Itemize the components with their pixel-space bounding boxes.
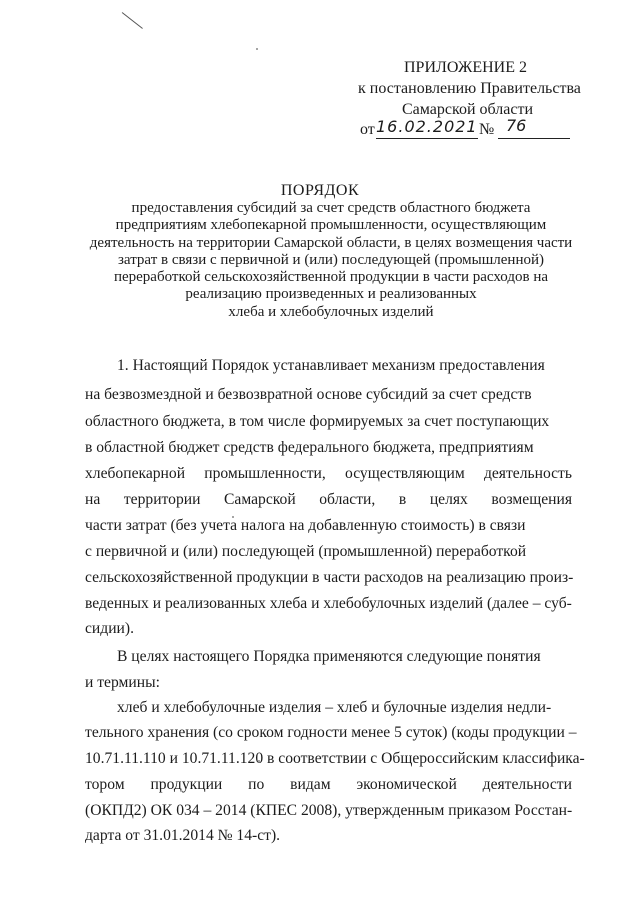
word: продукции bbox=[150, 776, 223, 793]
paragraph-1-line: сидии). bbox=[85, 620, 134, 637]
subtitle-line: хлеба и хлебобулочных изделий bbox=[228, 303, 434, 320]
annex-date-label: от bbox=[360, 121, 375, 138]
paragraph-1-justified-line bbox=[85, 464, 572, 484]
annex-number-handwritten: 76 bbox=[506, 116, 527, 135]
word: территории bbox=[123, 491, 201, 508]
word: видам bbox=[290, 776, 331, 793]
annex-region-line: Самарской области bbox=[402, 101, 533, 118]
word: возмещения bbox=[491, 491, 572, 508]
word: на bbox=[85, 491, 101, 508]
subtitle-line: предприятиям хлебопекарной промышленности, осуществляющим bbox=[115, 217, 547, 234]
paragraph-1-justified-line bbox=[85, 490, 572, 510]
word: деятельность bbox=[483, 465, 572, 482]
annex-title: ПРИЛОЖЕНИЕ 2 bbox=[404, 59, 528, 76]
subtitle-line: деятельность на территории Самарской области, в целях возмещения части bbox=[89, 234, 573, 251]
word: осуществляющим bbox=[345, 465, 465, 482]
paragraph-1-line: в областной бюджет средств федерального бюджета, предприятиям bbox=[85, 439, 534, 456]
annex-resolution-line: к постановлению Правительства bbox=[358, 80, 581, 97]
word: экономической bbox=[356, 776, 457, 793]
paragraph-1-line: части затрат (без учета налога на добавленную стоимость) в связи bbox=[85, 517, 526, 534]
word: области, bbox=[319, 491, 376, 508]
scan-dot bbox=[256, 48, 258, 50]
paragraph-3-line: дарта от 31.01.2014 № 14-ст). bbox=[85, 827, 281, 844]
word: по bbox=[248, 776, 265, 793]
paragraph-3-line: 10.71.11.110 и 10.71.11.120 в соответствии с Общероссийским классифика- bbox=[85, 750, 585, 767]
paragraph-2-line: и термины: bbox=[85, 674, 160, 691]
paragraph-1-line: областного бюджета, в том числе формируемых за счет поступающих bbox=[85, 413, 550, 430]
paragraph-1-line: 1. Настоящий Порядок устанавливает механизм предоставления bbox=[117, 357, 545, 374]
paragraph-3-line: тельного хранения (со сроком годности менее 5 суток) (коды продукции – bbox=[85, 724, 577, 741]
subtitle-line: реализацию произведенных и реализованных bbox=[185, 286, 477, 303]
word: целях bbox=[429, 491, 468, 508]
word: Самарской bbox=[224, 491, 296, 508]
scan-mark bbox=[122, 12, 143, 29]
annex-date-handwritten: 16.02.2021 bbox=[376, 117, 478, 136]
date-underline bbox=[376, 138, 478, 139]
paragraph-1-line: веденных и реализованных хлеба и хлебобулочных изделий (далее – суб- bbox=[85, 595, 572, 612]
word: в bbox=[398, 491, 407, 508]
paragraph-1-line: на безвозмездной и безвозвратной основе субсидий за счет средств bbox=[85, 386, 532, 403]
subtitle-line: предоставления субсидий за счет средств областного бюджета bbox=[131, 200, 531, 216]
annex-number-label: № bbox=[479, 121, 495, 138]
word: хлебопекарной bbox=[85, 465, 186, 482]
word: деятельности bbox=[482, 776, 572, 793]
paragraph-3-line: хлеб и хлебобулочные изделия – хлеб и булочные изделия недли- bbox=[117, 699, 552, 716]
paragraph-3-justified-line bbox=[85, 775, 572, 795]
document-heading: ПОРЯДОК bbox=[280, 182, 360, 199]
number-underline bbox=[498, 138, 570, 139]
paragraph-1-line: сельскохозяйственной продукции в части расходов на реализацию произ- bbox=[85, 569, 574, 586]
word: промышленности, bbox=[204, 465, 326, 482]
paragraph-1-line: с первичной и (или) последующей (промышленной) переработкой bbox=[85, 543, 527, 560]
paragraph-2-line: В целях настоящего Порядка применяются следующие понятия bbox=[117, 648, 541, 665]
paragraph-3-line: (ОКПД2) ОК 034 – 2014 (КПЕС 2008), утвержденным приказом Росстан- bbox=[85, 802, 573, 819]
word: тором bbox=[85, 776, 125, 793]
subtitle-line: затрат в связи с первичной и (или) последующей (промышленной) bbox=[118, 251, 544, 268]
document-subtitle bbox=[86, 200, 576, 321]
subtitle-line: переработкой сельскохозяйственной продукции в части расходов на bbox=[113, 269, 549, 286]
